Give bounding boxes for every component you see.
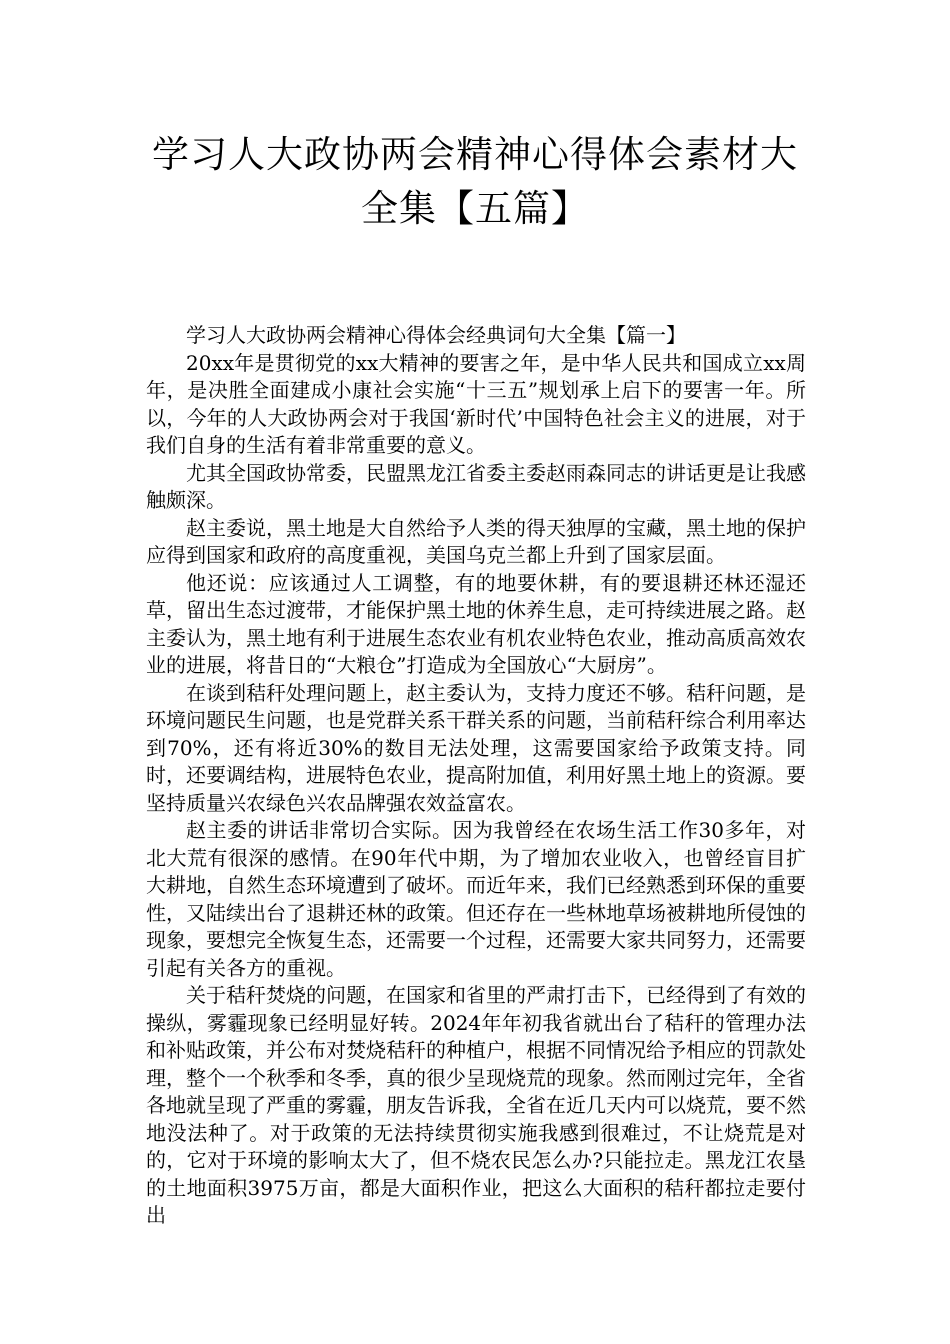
paragraph: 他还说：应该通过人工调整，有的地要休耕，有的要退耕还林还湿还草，留出生态过渡带，才能保护黑土地的休养生息，走可持续进展之路。赵主委认为，黑土地有利于进展生态农业有机农业特色农业，推动高质高效农业的进展，将昔日的“大粮仓”打造成为全国放心“大厨房”。 (146, 570, 806, 677)
document-title (100, 128, 850, 236)
paragraph: 在谈到秸秆处理问题上，赵主委认为，支持力度还不够。秸秆问题，是环境问题民生问题，也是党群关系干群关系的问题，当前秸秆综合利用率达到70%，还有将近30%的数目无法处理，这需要国家给予政策支持。同时，还要调结构，进展特色农业，提高附加值，利用好黑土地上的资源。要坚持质量兴农绿色兴农品牌强农效益富农。 (146, 680, 806, 815)
title-line-2: 全集【五篇】 (361, 187, 589, 230)
paragraph: 赵主委的讲话非常切合实际。因为我曾经在农场生活工作30多年，对北大荒有很深的感情。在90年代中期，为了增加农业收入，也曾经盲目扩大耕地，自然生态环境遭到了破坏。而近年来，我们已经熟悉到环保的重要性，又陆续出台了退耕还林的政策。但还存在一些林地草场被耕地所侵蚀的现象，要想完全恢复生态，还需要一个过程，还需要大家共同努力，还需要引起有关各方的重视。 (146, 818, 806, 980)
paragraph: 赵主委说，黑土地是大自然给予人类的得天独厚的宝藏，黑土地的保护应得到国家和政府的高度重视，美国乌克兰都上升到了国家层面。 (146, 515, 806, 567)
title-line-1: 学习人大政协两会精神心得体会素材大 (152, 133, 798, 176)
paragraph: 20xx年是贯彻党的xx大精神的要害之年，是中华人民共和国成立xx周年，是决胜全面建成小康社会实施“十三五”规划承上启下的要害一年。所以，今年的人大政协两会对于我国‘新时代’中国特色社会主义的进展，对于我们自身的生活有着非常重要的意义。 (146, 350, 806, 457)
document-body (146, 322, 806, 1230)
section-heading: 学习人大政协两会精神心得体会经典词句大全集【篇一】 (186, 323, 686, 347)
paragraph: 关于秸秆焚烧的问题，在国家和省里的严肃打击下，已经得到了有效的操纵，雾霾现象已经明显好转。2024年年初我省就出台了秸秆的管理办法和补贴政策，并公布对焚烧秸秆的种植户，根据不同情况给予相应的罚款处理，整个一个秋季和冬季，真的很少呈现烧荒的现象。然而刚过完年，全省各地就呈现了严重的雾霾，朋友告诉我，全省在近几天内可以烧荒，要不然地没法种了。对于政策的无法持续贯彻实施我感到很难过，不让烧荒是对的，它对于环境的影响太大了，但不烧农民怎么办?只能拉走。黑龙江农垦的土地面积3975万亩，都是大面积作业，把这么大面积的秸秆都拉走要付出 (146, 983, 806, 1227)
paragraph: 尤其全国政协常委，民盟黑龙江省委主委赵雨森同志的讲话更是让我感触颇深。 (146, 460, 806, 512)
